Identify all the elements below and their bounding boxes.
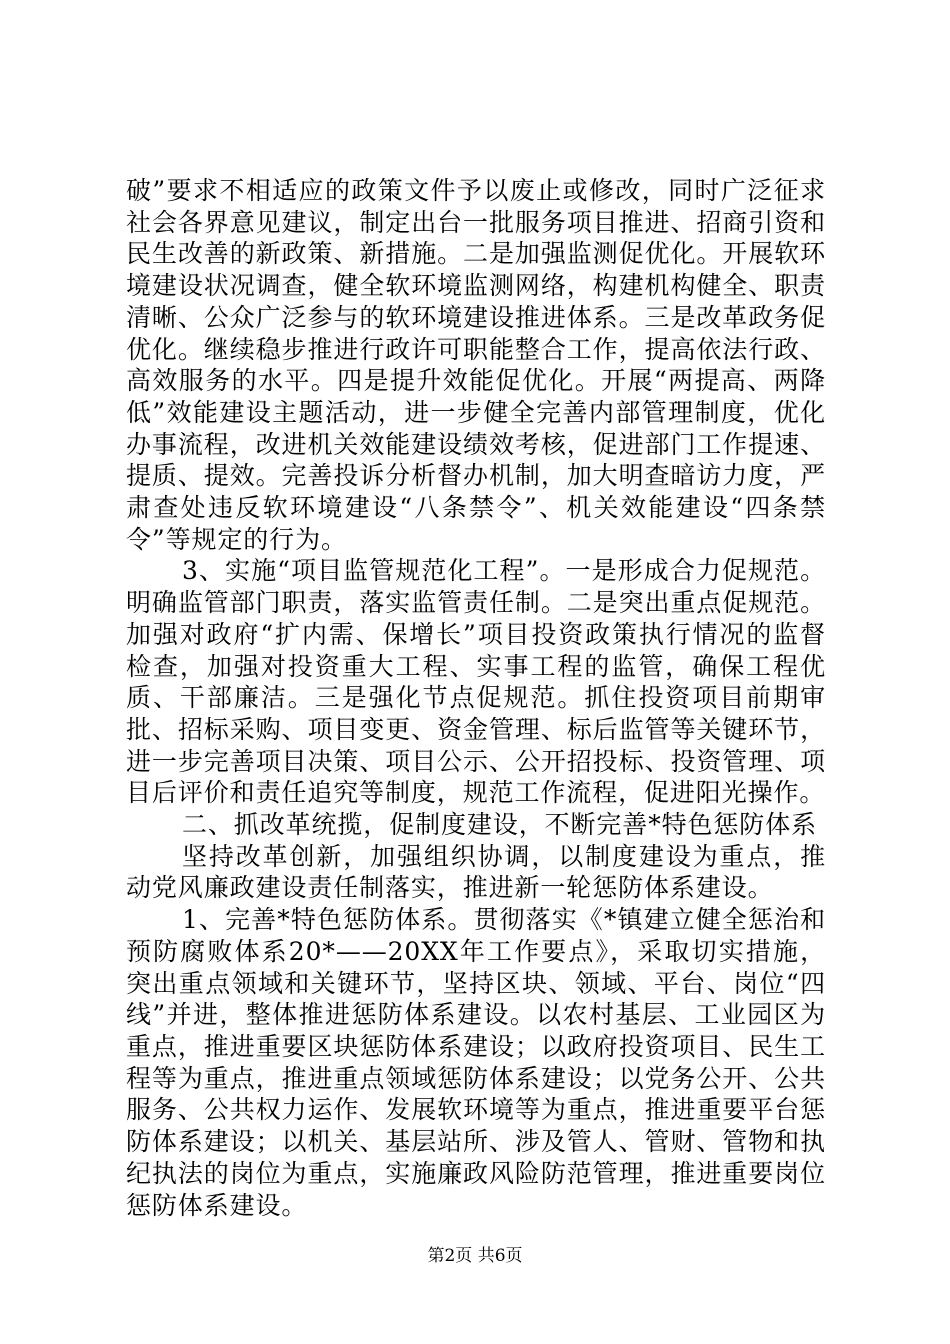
subsection-paragraph: 1、完善*特色惩防体系。贯彻落实《*镇建立健全惩治和预防腐败体系20*——20XX年工作要点》，采取切实措施，突出重点领域和关键环节，坚持区块、领域、平台、岗位“四线”并进，整体推进惩防体系建设。以农村基层、工业园区为重点，推进重要区块惩防体系建设；以政府投资项目、民生工程等为重点，推进重点领域惩防体系建设；以党务公开、公共服务、公共权力运作、发展软环境等为重点，推进重要平台惩防体系建设；以机关、基层站所、涉及管人、管财、管物和执纪执法的岗位为重点，实施廉政风险防范管理，推进重要岗位惩防体系建设。 [126,905,826,1220]
page-number: 第2页 共6页 [427,1246,523,1266]
body-paragraph: 破”要求不相适应的政策文件予以废止或修改，同时广泛征求社会各界意见建议，制定出台一批服务项目推进、招商引资和民生改善的新政策、新措施。二是加强监测促优化。开展软环境建设状况调查，健全软环境监测网络，构建机构健全、职责清晰、公众广泛参与的软环境建设推进体系。三是改革政务促优化。继续稳步推进行政许可职能整合工作，提高依法行政、高效服务的水平。四是提升效能促优化。开展“两提高、两降低”效能建设主题活动，进一步健全完善内部管理制度，优化办事流程，改进机关效能建设绩效考核，促进部门工作提速、提质、提效。完善投诉分析督办机制，加大明查暗访力度，严肃查处违反软环境建设“八条禁令”、机关效能建设“四条禁令”等规定的行为。 [126,176,826,554]
document-body [126,175,826,1221]
section-heading: 二、抓改革统揽，促制度建设，不断完善*特色惩防体系 [182,810,818,840]
section-paragraph: 3、实施“项目监管规范化工程”。一是形成合力促规范。明确监管部门职责，落实监管责任制。二是突出重点促规范。加强对政府“扩内需、保增长”项目投资政策执行情况的监督检查，加强对投资重大工程、实事工程的监管，确保工程优质、干部廉洁。三是强化节点促规范。抓住投资项目前期审批、招标采购、项目变更、资金管理、标后监管等关键环节，进一步完善项目决策、项目公示、公开招投标、投资管理、项目后评价和责任追究等制度，规范工作流程，促进阳光操作。 [126,556,826,808]
section-intro-paragraph: 坚持改革创新，加强组织协调，以制度建设为重点，推动党风廉政建设责任制落实，推进新一轮惩防体系建设。 [126,841,826,903]
